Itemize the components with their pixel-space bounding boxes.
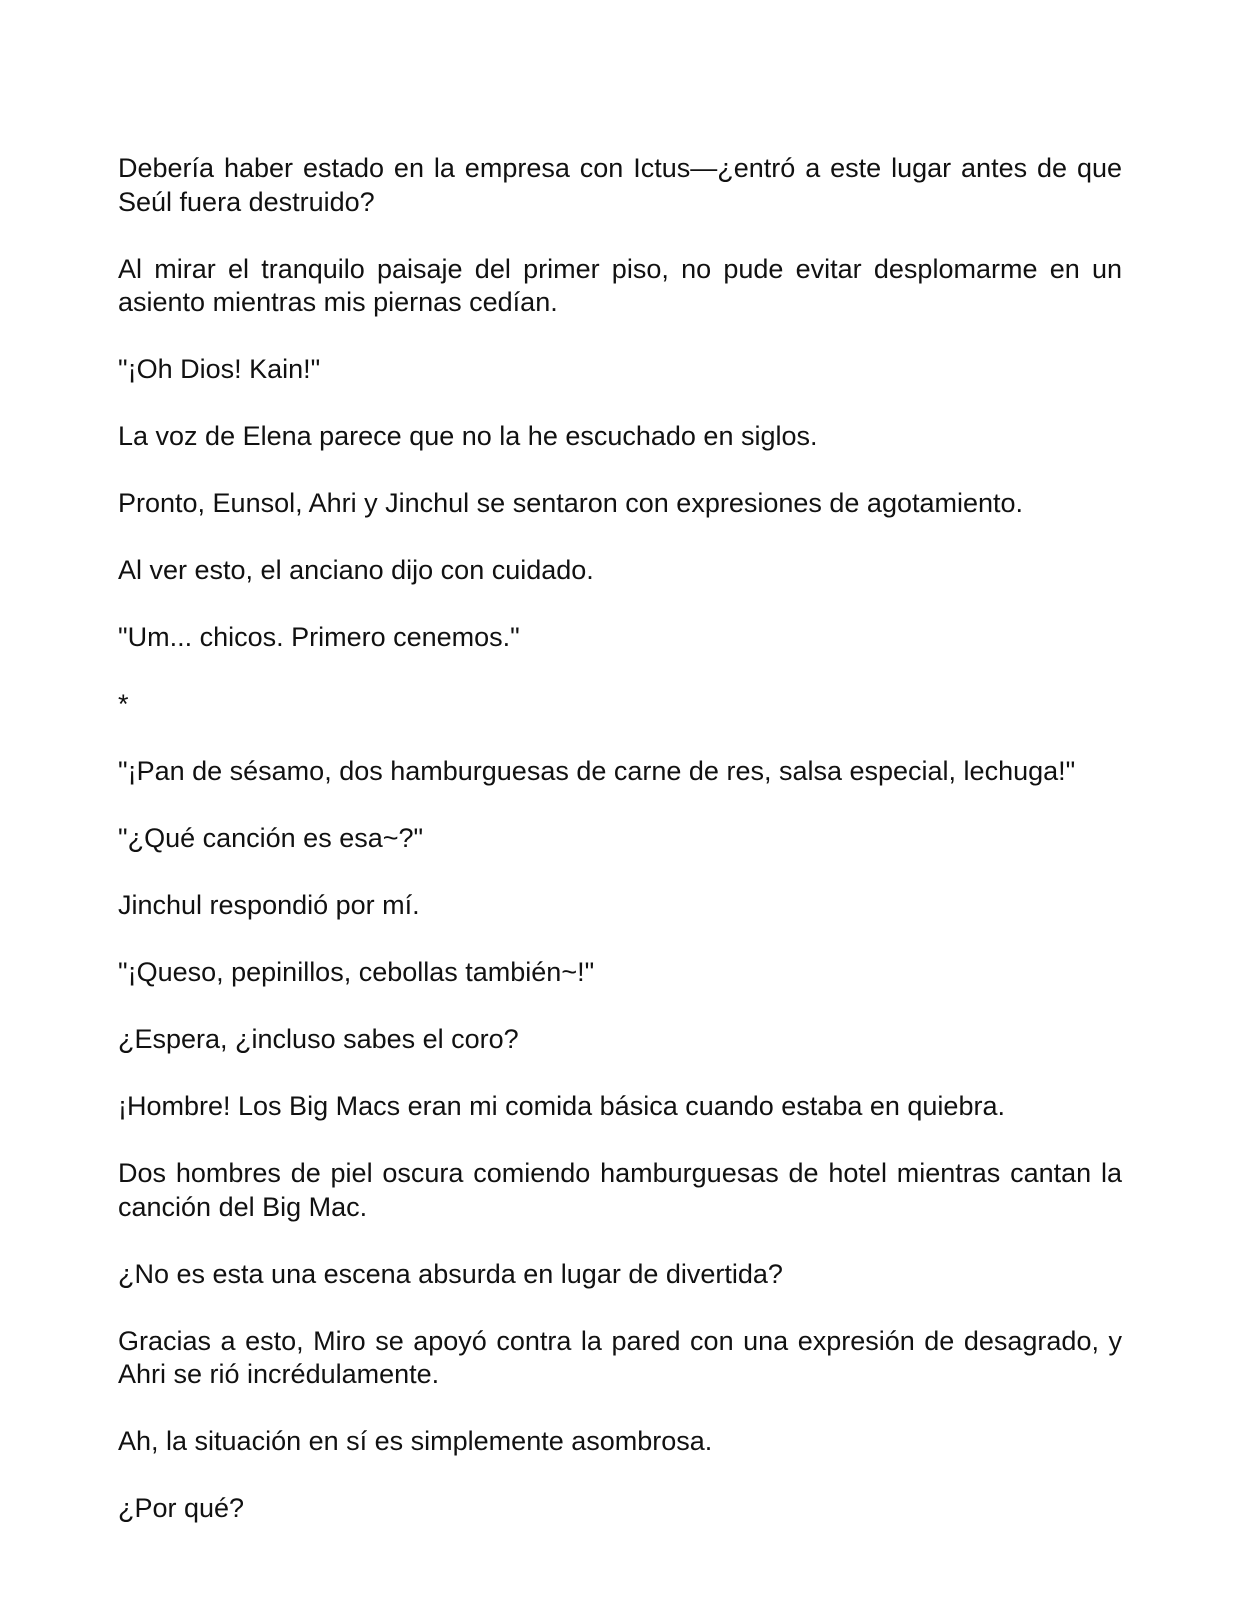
paragraph: La voz de Elena parece que no la he escuchado en siglos. [118,421,818,451]
paragraph: Ah, la situación en sí es simplemente asombrosa. [118,1426,713,1456]
paragraph: "¿Qué canción es esa~?" [118,823,424,853]
document-body [118,152,1122,1559]
paragraph: ¿Por qué? [118,1493,245,1523]
paragraph: "¡Queso, pepinillos, cebollas también~!" [118,957,595,987]
paragraph: "Um... chicos. Primero cenemos." [118,622,520,652]
scene-break: * [118,689,129,719]
paragraph: Jinchul respondió por mí. [118,890,420,920]
paragraph: Pronto, Eunsol, Ahri y Jinchul se sentaron con expresiones de agotamiento. [118,488,1024,518]
paragraph: "¡Pan de sésamo, dos hamburguesas de carne de res, salsa especial, lechuga!" [118,756,1076,786]
paragraph: ¿No es esta una escena absurda en lugar de divertida? [118,1258,783,1289]
paragraph: Dos hombres de piel oscura comiendo hamburguesas de hotel mientras cantan la canción del Big Mac. [118,1158,1122,1222]
paragraph: "¡Oh Dios! Kain!" [118,354,321,384]
paragraph: Al mirar el tranquilo paisaje del primer piso, no pude evitar desplomarme en un asiento mientras mis piernas cedían. [118,253,1122,317]
paragraph: Al ver esto, el anciano dijo con cuidado. [118,555,594,585]
paragraph: ¡Hombre! Los Big Macs eran mi comida básica cuando estaba en quiebra. [118,1091,1005,1121]
paragraph: Debería haber estado en la empresa con Ictus—¿entró a este lugar antes de que Seúl fuera destruido? [118,153,1122,217]
paragraph: Gracias a esto, Miro se apoyó contra la pared con una expresión de desagrado, y Ahri se rió incrédulamente. [118,1325,1122,1389]
paragraph: ¿Espera, ¿incluso sabes el coro? [118,1024,519,1054]
